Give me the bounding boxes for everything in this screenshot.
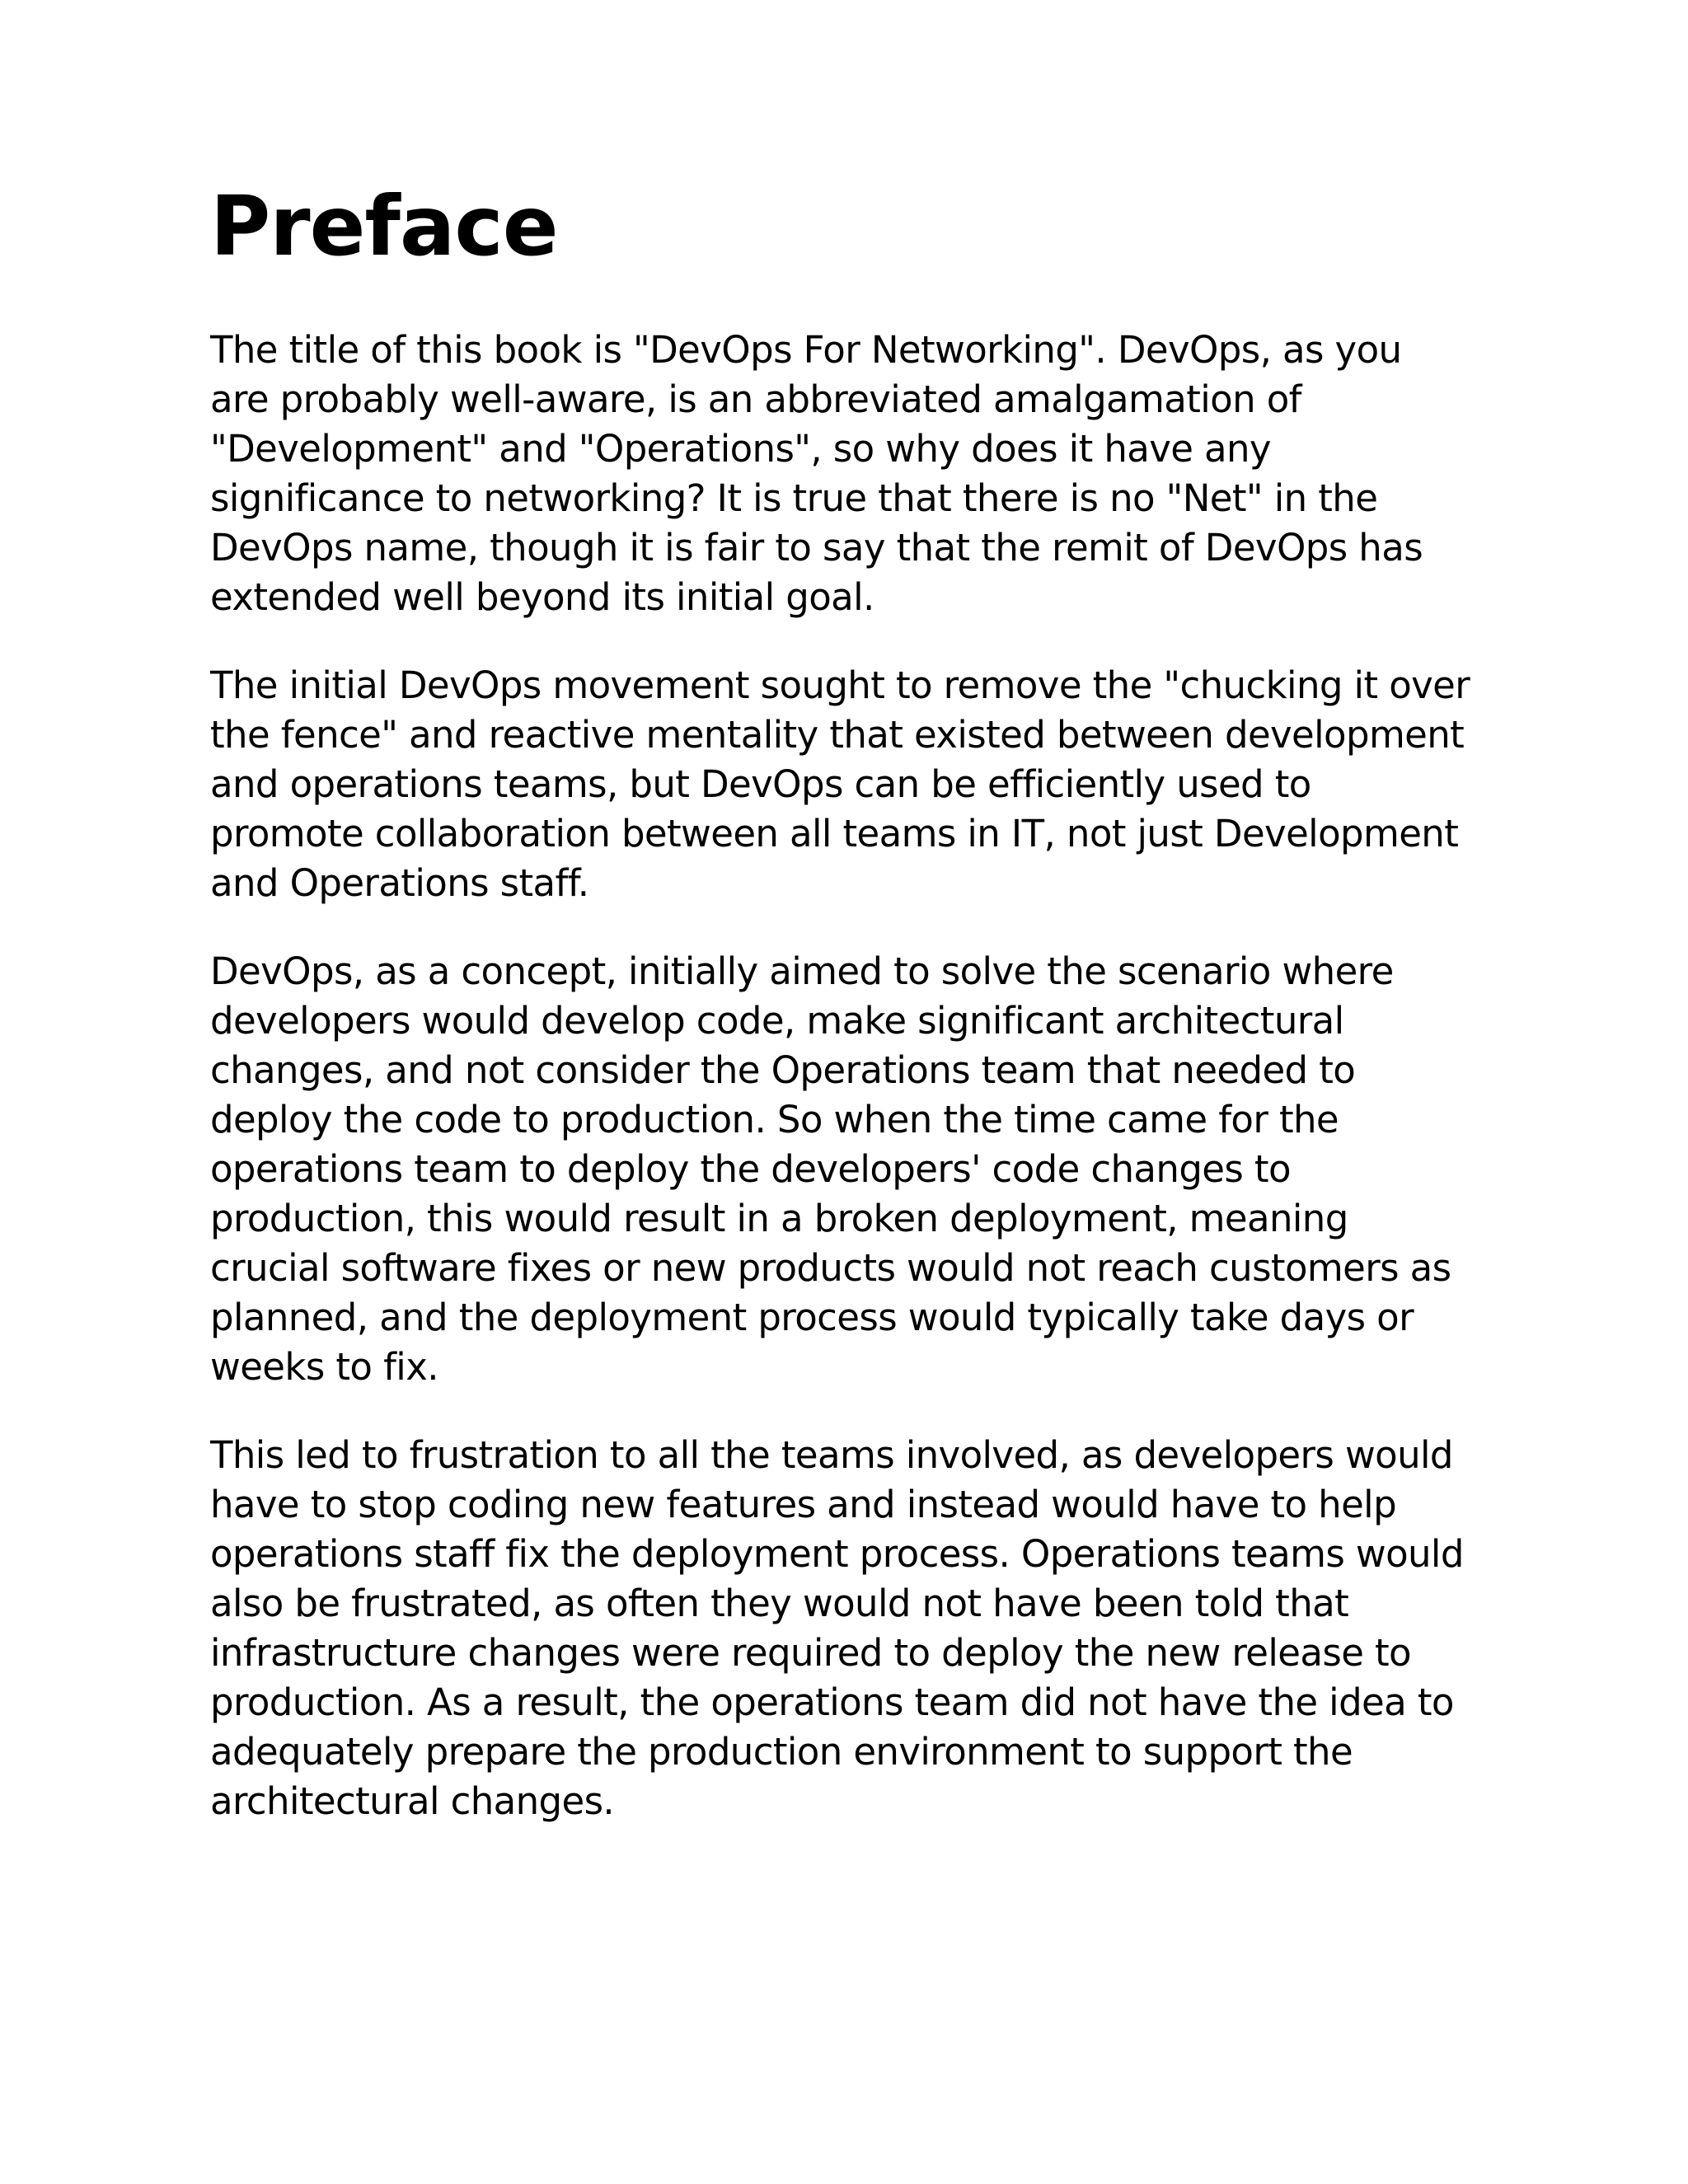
paragraph-3: DevOps, as a concept, initially aimed to solve the scenario where developers would develop code, make significant architectural changes, and not consider the Operations team that needed to deploy the code to production. So when the time came for the operations team to deploy the developers' code changes to production, this would result in a broken deployment, meaning crucial software fixes or new products would not reach customers as planned, and the deployment process would typically take days or weeks to fix. <box>210 949 1451 1389</box>
page-title: Preface <box>210 178 558 274</box>
paragraph-2: The initial DevOps movement sought to remove the "chucking it over the fence" and reactive mentality that existed between development and operations teams, but DevOps can be efficiently used to promote collaboration between all teams in IT, not just Development and Operations staff. <box>210 663 1470 905</box>
document-page <box>210 178 1496 1865</box>
paragraph-4: This led to frustration to all the teams involved, as developers would have to stop coding new features and instead would have to help operations staff fix the deployment process. Operations teams would also be frustrated, as often they would not have been told that infrastructure changes were required to deploy the new release to production. As a result, the operations team did not have the idea to adequately prepare the production environment to support the architectural changes. <box>210 1433 1464 1823</box>
paragraph-1: The title of this book is "DevOps For Networking". DevOps, as you are probably well-aware, is an abbreviated amalgamation of "Development" and "Operations", so why does it have any significance to networking? It is true that there is no "Net" in the DevOps name, though it is fair to say that the remit of DevOps has extended well beyond its initial goal. <box>210 328 1423 619</box>
